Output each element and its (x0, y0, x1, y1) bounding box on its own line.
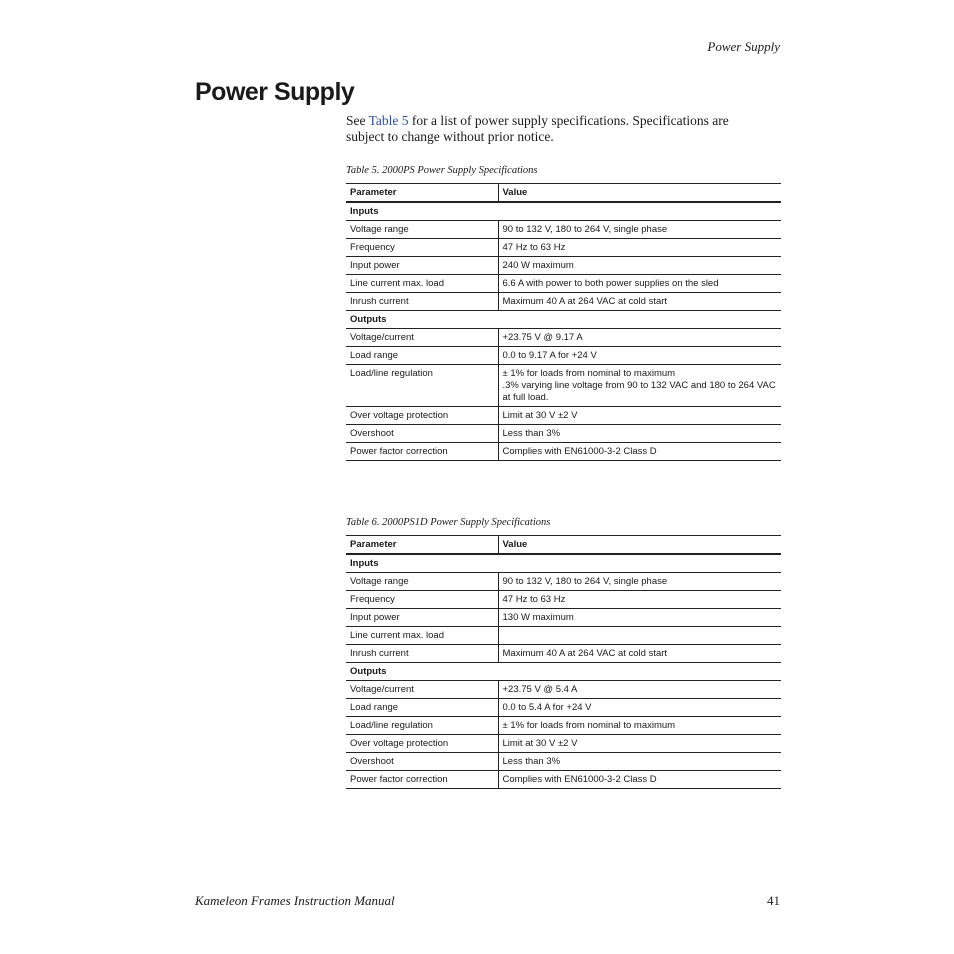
column-header-value: Value (498, 184, 781, 203)
parameter-cell: Input power (346, 257, 498, 275)
table-row (346, 573, 781, 591)
parameter-cell: Power factor correction (346, 443, 498, 461)
value-cell (498, 717, 781, 735)
table-row (346, 699, 781, 717)
table-row (346, 365, 781, 407)
value-cell (498, 257, 781, 275)
value-line: 47 Hz to 63 Hz (502, 594, 566, 605)
intro-paragraph (346, 113, 766, 145)
column-header-value: Value (498, 536, 781, 555)
value-line: 0.0 to 9.17 A for +24 V (502, 350, 597, 361)
running-header: Power Supply (707, 39, 780, 54)
value-cell (498, 627, 781, 645)
section-label: Inputs (346, 202, 781, 221)
value-line: 6.6 A with power to both power supplies on the sled (502, 278, 719, 289)
value-cell (498, 425, 781, 443)
value-line: 240 W maximum (502, 260, 574, 271)
table-row (346, 591, 781, 609)
table-row (346, 407, 781, 425)
value-cell (498, 221, 781, 239)
value-line: +23.75 V @ 5.4 A (502, 684, 578, 695)
table-row (346, 753, 781, 771)
table-row (346, 221, 781, 239)
parameter-cell: Frequency (346, 239, 498, 257)
value-cell (498, 347, 781, 365)
parameter-cell: Load range (346, 347, 498, 365)
parameter-cell: Inrush current (346, 645, 498, 663)
parameter-cell: Voltage range (346, 573, 498, 591)
value-cell (498, 591, 781, 609)
value-line: +23.75 V @ 9.17 A (502, 332, 583, 343)
table6-caption: Table 6. 2000PS1D Power Supply Specifications (346, 517, 551, 528)
section-row (346, 311, 781, 329)
value-cell (498, 407, 781, 425)
value-cell (498, 699, 781, 717)
parameter-cell: Frequency (346, 591, 498, 609)
section-label: Outputs (346, 311, 781, 329)
table-row (346, 771, 781, 789)
value-cell (498, 645, 781, 663)
footer-manual-title: Kameleon Frames Instruction Manual (195, 893, 395, 908)
parameter-cell: Overshoot (346, 425, 498, 443)
table-row (346, 609, 781, 627)
page-number: 41 (767, 893, 780, 908)
value-cell (498, 443, 781, 461)
parameter-cell: Voltage/current (346, 329, 498, 347)
value-cell (498, 293, 781, 311)
value-line: 90 to 132 V, 180 to 264 V, single phase (502, 224, 668, 235)
parameter-cell: Voltage range (346, 221, 498, 239)
value-line: Complies with EN61000-3-2 Class D (502, 774, 657, 785)
value-line: Less than 3% (502, 756, 561, 767)
value-line: Maximum 40 A at 264 VAC at cold start (502, 648, 668, 659)
value-cell (498, 275, 781, 293)
value-cell (498, 573, 781, 591)
value-line: ± 1% for loads from nominal to maximum (502, 368, 676, 379)
parameter-cell: Load/line regulation (346, 365, 498, 407)
value-line: Limit at 30 V ±2 V (502, 738, 578, 749)
section-row (346, 554, 781, 573)
value-line: ± 1% for loads from nominal to maximum (502, 720, 676, 731)
value-cell (498, 239, 781, 257)
parameter-cell: Input power (346, 609, 498, 627)
table-header-row (346, 184, 781, 203)
page-title: Power Supply (195, 78, 355, 106)
value-line: .3% varying line voltage from 90 to 132 VAC and 180 to 264 VAC at full load. (502, 380, 776, 403)
value-cell (498, 329, 781, 347)
value-cell (498, 681, 781, 699)
parameter-cell: Line current max. load (346, 275, 498, 293)
table-row (346, 347, 781, 365)
value-line: Limit at 30 V ±2 V (502, 410, 578, 421)
table-row (346, 239, 781, 257)
column-header-parameter: Parameter (346, 536, 498, 555)
value-line: 130 W maximum (502, 612, 574, 623)
section-label: Inputs (346, 554, 781, 573)
parameter-cell: Over voltage protection (346, 407, 498, 425)
table5-caption: Table 5. 2000PS Power Supply Specifications (346, 165, 538, 176)
section-row (346, 202, 781, 221)
intro-suffix: for a list of power supply specifications. Specifications are subject to change without prior notice. (346, 113, 729, 144)
parameter-cell: Line current max. load (346, 627, 498, 645)
table-row (346, 425, 781, 443)
table-row (346, 257, 781, 275)
table-header-row (346, 536, 781, 555)
section-row (346, 663, 781, 681)
parameter-cell: Power factor correction (346, 771, 498, 789)
parameter-cell: Load range (346, 699, 498, 717)
intro-prefix: See (346, 113, 369, 128)
parameter-cell: Inrush current (346, 293, 498, 311)
value-cell (498, 365, 781, 407)
table-row (346, 717, 781, 735)
parameter-cell: Load/line regulation (346, 717, 498, 735)
value-cell (498, 753, 781, 771)
value-line: 90 to 132 V, 180 to 264 V, single phase (502, 576, 668, 587)
table5-spec-table (346, 183, 781, 461)
value-line: 47 Hz to 63 Hz (502, 242, 566, 253)
table-row (346, 735, 781, 753)
parameter-cell: Over voltage protection (346, 735, 498, 753)
parameter-cell: Overshoot (346, 753, 498, 771)
parameter-cell: Voltage/current (346, 681, 498, 699)
value-cell (498, 735, 781, 753)
value-line: Complies with EN61000-3-2 Class D (502, 446, 657, 457)
value-line: 0.0 to 5.4 A for +24 V (502, 702, 592, 713)
section-label: Outputs (346, 663, 781, 681)
value-line: Less than 3% (502, 428, 561, 439)
table-row (346, 329, 781, 347)
table-row (346, 681, 781, 699)
value-cell (498, 771, 781, 789)
value-line: Maximum 40 A at 264 VAC at cold start (502, 296, 668, 307)
table-row (346, 275, 781, 293)
table-row (346, 293, 781, 311)
table6-spec-table (346, 535, 781, 789)
table-row (346, 627, 781, 645)
table-row (346, 645, 781, 663)
value-cell (498, 609, 781, 627)
column-header-parameter: Parameter (346, 184, 498, 203)
table-row (346, 443, 781, 461)
table5-link[interactable]: Table 5 (368, 113, 409, 128)
